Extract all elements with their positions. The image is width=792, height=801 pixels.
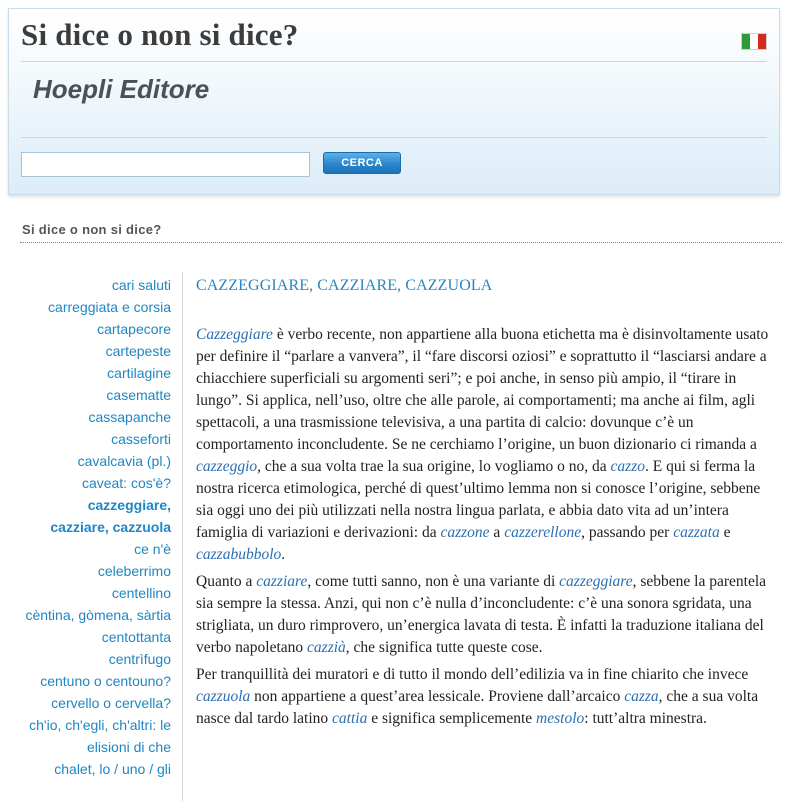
term-link[interactable]: cazza (624, 688, 659, 705)
paragraph-text: non appartiene a quest’area lessicale. Proviene dall’arcaico (250, 688, 625, 705)
sidebar-item[interactable]: cervello o cervella? (51, 695, 171, 711)
sidebar-item-active[interactable]: cazziare, cazzuola (50, 519, 171, 535)
paragraph-text: e (719, 524, 731, 541)
section-title: Si dice o non si dice? (22, 222, 162, 237)
flag-stripe-red (758, 34, 766, 49)
term-link[interactable]: Cazzeggiare (196, 326, 273, 343)
site-title[interactable]: Si dice o non si dice? (21, 17, 299, 52)
term-link[interactable]: mestolo (536, 710, 585, 727)
header-panel (8, 8, 780, 195)
term-link[interactable]: cazziare (256, 573, 308, 590)
flag-stripe-green (742, 34, 750, 49)
sidebar-term-list (8, 274, 171, 780)
flag-stripe-white (750, 34, 758, 49)
paragraph-text: , sebbene la parentela sia sempre la stessa. Anzi, qui non c’è nulla d’inconcludente: c’è una sonora sgridata, una strigliata, un duro rimprovero, un’energica lavata di testa. È infatti la traduzione italiana del verbo napoletano (196, 573, 767, 656)
paragraph-text: a (489, 524, 505, 541)
sidebar-item[interactable]: centrìfugo (108, 651, 171, 667)
sidebar-item[interactable]: centuno o centouno? (40, 673, 171, 689)
paragraph-text: , che a sua volta nasce dal tardo latino (196, 688, 759, 727)
article (196, 272, 780, 735)
section-divider (20, 242, 782, 243)
term-link[interactable]: cazzo (610, 458, 645, 475)
term-link[interactable]: cattia (332, 710, 368, 727)
article-title: CAZZEGGIARE, CAZZIARE, CAZZUOLA (196, 277, 493, 294)
paragraph-text: : tutt’altra minestra. (584, 710, 707, 727)
sidebar-item[interactable]: casseforti (111, 431, 171, 447)
term-link[interactable]: cazzerellone (504, 524, 582, 541)
sidebar-item[interactable]: cartapecore (97, 321, 171, 337)
term-link[interactable]: cazzeggiare (559, 573, 633, 590)
term-link[interactable]: cazzià (307, 639, 346, 656)
paragraph-text: , che significa tutte queste cose. (345, 639, 543, 656)
term-link[interactable]: cazzabubbolo (196, 546, 282, 563)
paragraph-text: , passando per (581, 524, 674, 541)
sidebar-item[interactable]: cartepeste (105, 343, 171, 359)
paragraph-text: , come tutti sanno, non è una variante di (307, 573, 560, 590)
sidebar-item[interactable]: caveat: cos'è? (81, 475, 171, 491)
sidebar-item[interactable]: centottanta (101, 629, 171, 645)
sidebar-item[interactable]: cari saluti (111, 277, 171, 293)
sidebar-item[interactable]: elisioni di che (86, 739, 171, 755)
search-button[interactable]: CERCA (323, 152, 401, 174)
paragraph-text: e significa semplicemente (367, 710, 537, 727)
sidebar-item[interactable]: ce n'è (134, 541, 171, 557)
sidebar-item[interactable]: cartilagine (107, 365, 171, 381)
sidebar-item[interactable]: ch'io, ch'egli, ch'altri: le (29, 717, 171, 733)
article-paragraph-3 (196, 664, 780, 730)
paragraph-text: Per tranquillità dei muratori e di tutto il mondo dell’edilizia va in fine chiarito che invece (196, 666, 749, 683)
sidebar-item[interactable]: cèntina, gòmena, sàrtia (25, 607, 171, 623)
term-link[interactable]: cazzata (673, 524, 720, 541)
italian-flag-icon[interactable] (741, 33, 767, 50)
paragraph-text: . E qui si ferma la nostra ricerca etimologica, perché di quest’ultimo lemma non si conosce l’origine, sebbene sia oggi uno dei più utilizzati nella nostra lingua parlata, e abbia dato vita ad un’intera famiglia di variazioni e derivazioni: da (196, 458, 761, 541)
article-paragraph-1 (196, 324, 780, 566)
sidebar-item[interactable]: casematte (106, 387, 171, 403)
sidebar-item[interactable]: cassapanche (88, 409, 171, 425)
sidebar-item[interactable]: chalet, lo / uno / gli (54, 761, 171, 777)
term-link[interactable]: cazzuola (196, 688, 251, 705)
paragraph-text: . (281, 546, 286, 563)
sidebar-item[interactable]: celeberrimo (97, 563, 171, 579)
term-link[interactable]: cazzone (440, 524, 490, 541)
content-divider (182, 272, 183, 801)
search-input[interactable] (21, 152, 310, 177)
publisher-name: Hoepli Editore (33, 74, 210, 104)
sidebar-item[interactable]: cavalcavia (pl.) (77, 453, 171, 469)
paragraph-text: Quanto a (196, 573, 257, 590)
sidebar-item-active[interactable]: cazzeggiare, (87, 497, 171, 513)
article-paragraph-2 (196, 571, 780, 659)
header-divider-top (21, 61, 767, 62)
header-divider-bottom (21, 137, 767, 138)
paragraph-text: è verbo recente, non appartiene alla buona etichetta ma è disinvoltamente usato per definire il “parlare a vanvera”, il “fare discorsi oziosi” e soprattutto il “lasciarsi andare a chiacchiere superficiali su argomenti seri”; e poi anche, in senso più ampio, il “tirare in lungo”. Si applica, nell’uso, oltre che alle parole, ai comportamenti; ma anche ai film, agli spettacoli, a una trasmissione televisiva, a una partita di calcio: dovunque c’è un comportamento inconcludente. Se ne cerchiamo l’origine, un buon dizionario ci rimanda a (196, 326, 769, 453)
sidebar-item[interactable]: centellino (111, 585, 171, 601)
sidebar-item[interactable]: carreggiata e corsia (48, 299, 171, 315)
term-link[interactable]: cazzeggio (196, 458, 258, 475)
paragraph-text: , che a sua volta trae la sua origine, lo vogliamo o no, da (257, 458, 611, 475)
